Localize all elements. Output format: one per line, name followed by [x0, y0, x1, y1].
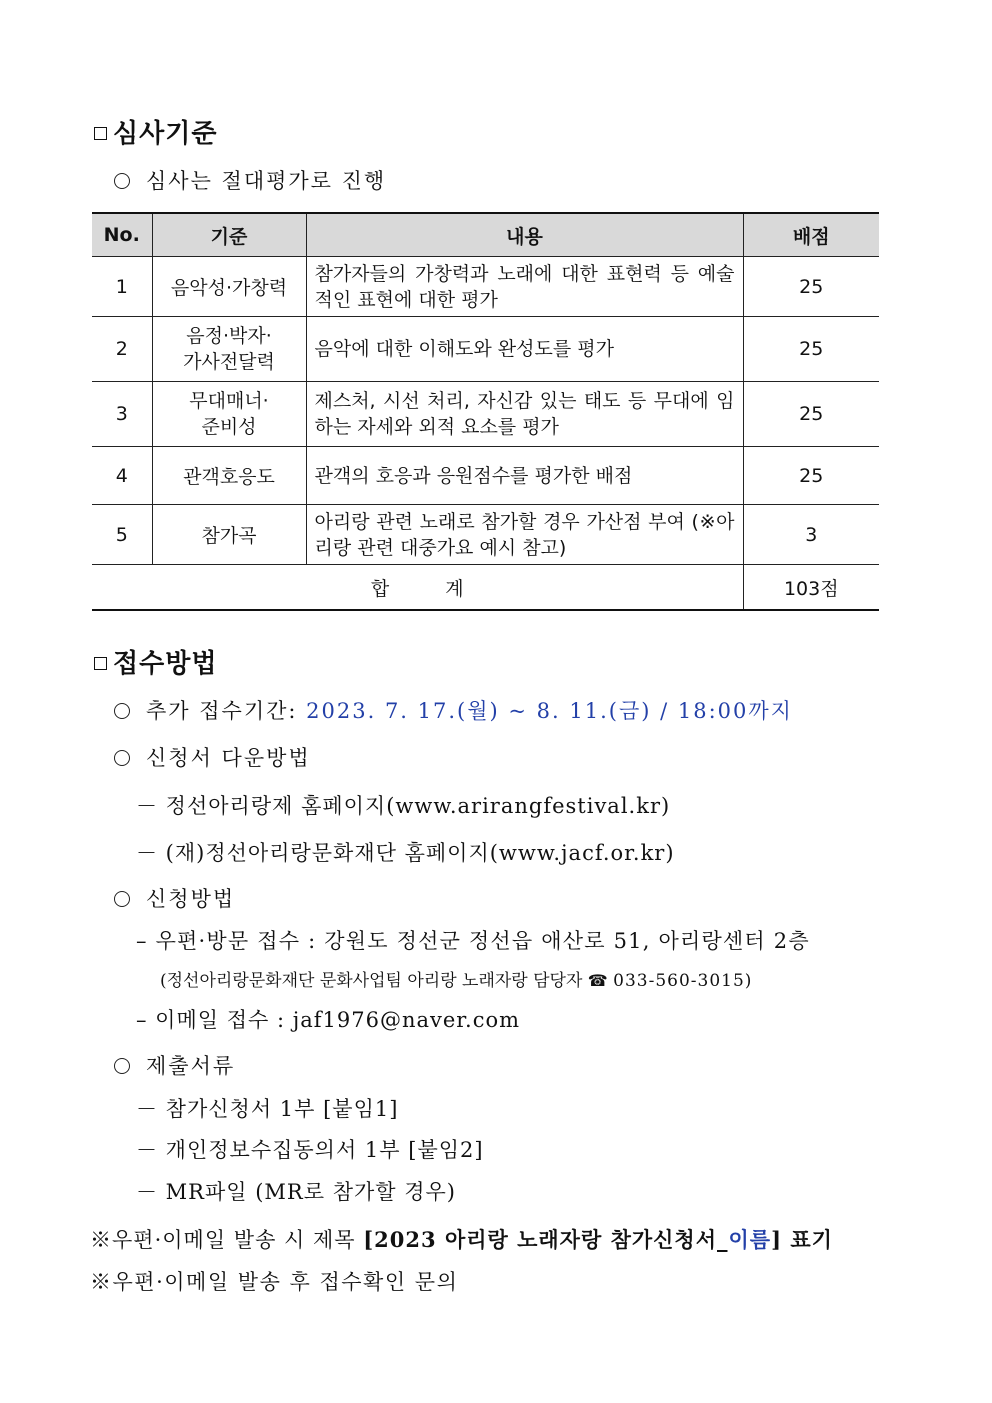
row-score: 3	[743, 505, 879, 565]
row-content: 아리랑 관련 노래로 참가할 경우 가산점 부여 (※아리랑 관련 대중가요 예시 참고)	[306, 505, 743, 565]
download-link-1: － 정선아리랑제 홈페이지(www.arirangfestival.kr)	[136, 794, 671, 818]
circle-bullet-icon	[114, 750, 130, 766]
apply-mail-visit: – 우편·방문 접수 : 강원도 정선군 정선읍 애산로 51, 아리랑센터 2층	[136, 929, 810, 953]
contact-text: (정선아리랑문화재단 문화사업팀 아리랑 노래자랑 담당자	[160, 971, 583, 991]
table-row	[92, 505, 879, 565]
row-criteria: 음정·박자·가사전달력	[152, 317, 306, 382]
download-link-2: － (재)정선아리랑문화재단 홈페이지(www.jacf.or.kr)	[136, 841, 675, 865]
notice-confirm: ※우편·이메일 발송 후 접수확인 문의	[90, 1270, 459, 1294]
download-label: 신청서 다운방법	[146, 746, 311, 770]
row-score: 25	[743, 382, 879, 447]
row-criteria: 관객호응도	[152, 447, 306, 505]
header-criteria: 기준	[152, 213, 306, 257]
apply-email: – 이메일 접수 : jaf1976@naver.com	[136, 1008, 521, 1032]
row-content: 참가자들의 가창력과 노래에 대한 표현력 등 예술적인 표현에 대한 평가	[306, 257, 743, 317]
table-row	[92, 382, 879, 447]
notice-bold: [2023 아리랑 노래자랑 참가신청서_	[363, 1227, 729, 1252]
circle-bullet-icon	[114, 891, 130, 907]
row-score: 25	[743, 257, 879, 317]
apply-contact	[160, 966, 752, 991]
table-row	[92, 447, 879, 505]
contact-phone: 033-560-3015)	[613, 971, 753, 991]
row-no: 2	[92, 317, 152, 382]
row-criteria: 참가곡	[152, 505, 306, 565]
doc-item: － 개인정보수집동의서 1부 [붙임2]	[136, 1138, 484, 1162]
notice-title-format	[90, 1224, 833, 1254]
notice-blue: 이름	[728, 1227, 772, 1252]
criteria-note	[114, 165, 386, 195]
period-line	[114, 695, 793, 725]
period-label: 추가 접수기간:	[146, 699, 298, 723]
doc-item: － 참가신청서 1부 [붙임1]	[136, 1097, 399, 1121]
criteria-table	[92, 212, 879, 611]
header-content: 내용	[306, 213, 743, 257]
square-bullet-icon	[94, 657, 107, 670]
docs-heading	[114, 1050, 235, 1080]
telephone-icon: ☎	[587, 971, 608, 990]
section-title-text: 심사기준	[113, 119, 218, 149]
row-no: 4	[92, 447, 152, 505]
notice-end: ] 표기	[771, 1227, 833, 1252]
header-score: 배점	[743, 213, 879, 257]
period-value: 2023. 7. 17.(월) ~ 8. 11.(금) / 18:00까지	[306, 699, 793, 723]
apply-label: 신청방법	[146, 887, 236, 911]
row-criteria: 무대매너·준비성	[152, 382, 306, 447]
circle-bullet-icon	[114, 1058, 130, 1074]
circle-bullet-icon	[114, 703, 130, 719]
row-score: 25	[743, 447, 879, 505]
total-value: 103점	[743, 565, 879, 611]
section-title-application	[94, 643, 217, 680]
table-header-row	[92, 213, 879, 257]
row-content: 관객의 호응과 응원점수를 평가한 배점	[306, 447, 743, 505]
section-title-criteria	[94, 113, 217, 150]
doc-item: － MR파일 (MR로 참가할 경우)	[136, 1180, 457, 1204]
criteria-note-text: 심사는 절대평가로 진행	[146, 169, 387, 193]
row-criteria: 음악성·가창력	[152, 257, 306, 317]
notice-prefix: ※우편·이메일 발송 시 제목	[90, 1228, 364, 1252]
row-content: 음악에 대한 이해도와 완성도를 평가	[306, 317, 743, 382]
row-content: 제스처, 시선 처리, 자신감 있는 태도 등 무대에 임하는 자세와 외적 요소를 평가	[306, 382, 743, 447]
table-row	[92, 317, 879, 382]
square-bullet-icon	[94, 127, 107, 140]
header-no: No.	[92, 213, 152, 257]
table-row	[92, 257, 879, 317]
row-no: 5	[92, 505, 152, 565]
circle-bullet-icon	[114, 173, 130, 189]
docs-label: 제출서류	[146, 1054, 236, 1078]
row-score: 25	[743, 317, 879, 382]
table-total-row	[92, 565, 879, 611]
apply-heading	[114, 883, 235, 913]
total-label: 합 계	[92, 565, 743, 611]
download-heading	[114, 742, 311, 772]
section-title-text: 접수방법	[113, 649, 218, 679]
row-no: 1	[92, 257, 152, 317]
row-no: 3	[92, 382, 152, 447]
